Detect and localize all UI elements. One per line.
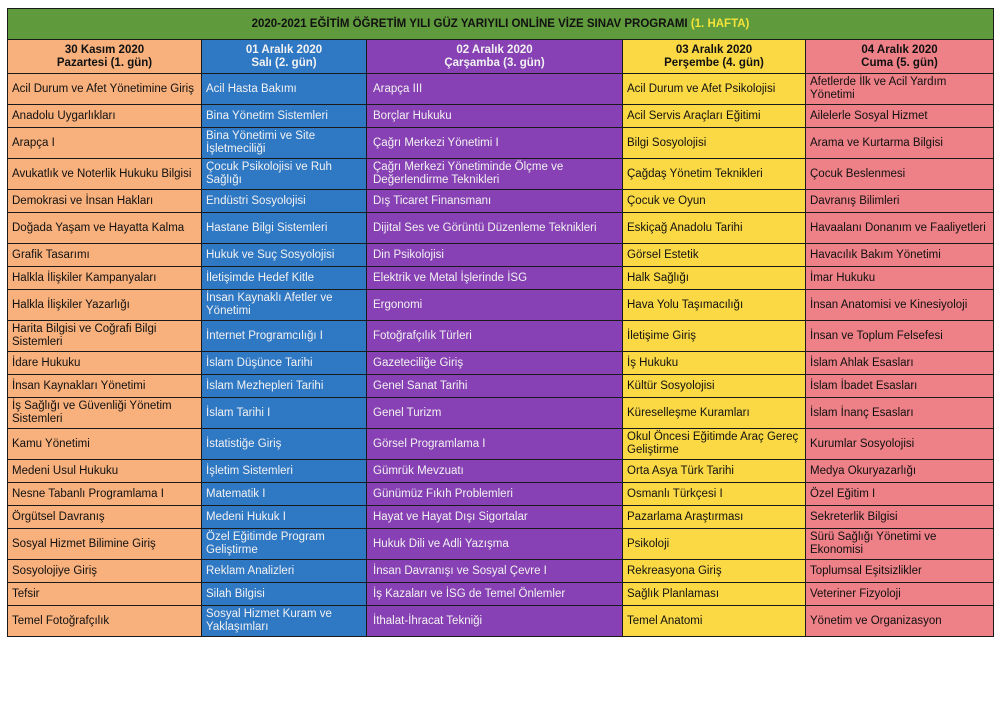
course-cell-wednesday: Elektrik ve Metal İşlerinde İSG [367, 267, 623, 290]
day-header-row [8, 40, 994, 74]
course-cell-monday: Acil Durum ve Afet Yönetimine Giriş [8, 74, 202, 105]
course-cell-thursday: Okul Öncesi Eğitimde Araç Gereç Geliştirme [623, 429, 806, 460]
day-label: Pazartesi (1. gün) [56, 56, 153, 69]
course-cell-tuesday: Bina Yönetim Sistemleri [202, 105, 367, 128]
course-cell-friday: Çocuk Beslenmesi [806, 159, 994, 190]
course-cell-tuesday: Çocuk Psikolojisi ve Ruh Sağlığı [202, 159, 367, 190]
table-row [8, 244, 994, 267]
course-cell-thursday: Halk Sağlığı [623, 267, 806, 290]
course-cell-thursday: Küreselleşme Kuramları [623, 398, 806, 429]
course-cell-friday: Havacılık Bakım Yönetimi [806, 244, 994, 267]
table-row [8, 583, 994, 606]
table-row [8, 159, 994, 190]
course-cell-monday: İnsan Kaynakları Yönetimi [8, 375, 202, 398]
course-cell-monday: Avukatlık ve Noterlik Hukuku Bilgisi [8, 159, 202, 190]
schedule-title [8, 9, 994, 40]
table-row [8, 321, 994, 352]
course-cell-tuesday: İnternet Programcılığı I [202, 321, 367, 352]
course-cell-monday: Arapça I [8, 128, 202, 159]
course-cell-monday: Sosyolojiye Giriş [8, 560, 202, 583]
course-cell-monday: Doğada Yaşam ve Hayatta Kalma [8, 213, 202, 244]
course-cell-monday: Grafik Tasarımı [8, 244, 202, 267]
course-cell-wednesday: İnsan Davranışı ve Sosyal Çevre I [367, 560, 623, 583]
course-cell-thursday: Psikoloji [623, 529, 806, 560]
course-cell-wednesday: Çağrı Merkezi Yönetimi I [367, 128, 623, 159]
course-cell-monday: Demokrasi ve İnsan Hakları [8, 190, 202, 213]
course-cell-wednesday: Hayat ve Hayat Dışı Sigortalar [367, 506, 623, 529]
course-cell-wednesday: İthalat-İhracat Tekniği [367, 606, 623, 637]
course-cell-thursday: Hava Yolu Taşımacılığı [623, 290, 806, 321]
course-cell-tuesday: Silah Bilgisi [202, 583, 367, 606]
course-cell-friday: Arama ve Kurtarma Bilgisi [806, 128, 994, 159]
day-header-monday [8, 40, 202, 74]
course-cell-wednesday: Gümrük Mevzuatı [367, 460, 623, 483]
course-cell-tuesday: Hastane Bilgi Sistemleri [202, 213, 367, 244]
course-cell-wednesday: Günümüz Fıkıh Problemleri [367, 483, 623, 506]
course-cell-monday: Anadolu Uygarlıkları [8, 105, 202, 128]
day-date: 03 Aralık 2020 [675, 43, 753, 56]
table-row [8, 529, 994, 560]
course-cell-monday: Sosyal Hizmet Bilimine Giriş [8, 529, 202, 560]
course-cell-thursday: Bilgi Sosyolojisi [623, 128, 806, 159]
course-rows [8, 74, 994, 637]
table-row [8, 483, 994, 506]
day-header-tuesday [202, 40, 367, 74]
course-cell-tuesday: İslam Düşünce Tarihi [202, 352, 367, 375]
exam-schedule [7, 8, 993, 637]
table-row [8, 606, 994, 637]
course-cell-wednesday: Dış Ticaret Finansmanı [367, 190, 623, 213]
course-cell-monday: Nesne Tabanlı Programlama I [8, 483, 202, 506]
course-cell-wednesday: Fotoğrafçılık Türleri [367, 321, 623, 352]
course-cell-tuesday: Reklam Analizleri [202, 560, 367, 583]
course-cell-thursday: Osmanlı Türkçesi I [623, 483, 806, 506]
course-cell-tuesday: Özel Eğitimde Program Geliştirme [202, 529, 367, 560]
day-date: 01 Aralık 2020 [245, 43, 323, 56]
course-cell-wednesday: Borçlar Hukuku [367, 105, 623, 128]
day-label: Cuma (5. gün) [861, 56, 938, 69]
course-cell-friday: Havaalanı Donanım ve Faaliyetleri [806, 213, 994, 244]
course-cell-wednesday: Gazeteciliğe Giriş [367, 352, 623, 375]
course-cell-thursday: Çağdaş Yönetim Teknikleri [623, 159, 806, 190]
course-cell-thursday: İletişime Giriş [623, 321, 806, 352]
day-header-wednesday [367, 40, 623, 74]
course-cell-wednesday: Dijital Ses ve Görüntü Düzenleme Teknikleri [367, 213, 623, 244]
course-cell-thursday: Pazarlama Araştırması [623, 506, 806, 529]
course-cell-friday: İmar Hukuku [806, 267, 994, 290]
course-cell-friday: Davranış Bilimleri [806, 190, 994, 213]
course-cell-thursday: Acil Servis Araçları Eğitimi [623, 105, 806, 128]
course-cell-friday: Toplumsal Eşitsizlikler [806, 560, 994, 583]
day-header-thursday [623, 40, 806, 74]
course-cell-tuesday: İletişimde Hedef Kitle [202, 267, 367, 290]
course-cell-friday: Kurumlar Sosyolojisi [806, 429, 994, 460]
course-cell-tuesday: Bina Yönetimi ve Site İşletmeciliği [202, 128, 367, 159]
course-cell-friday: İslam İnanç Esasları [806, 398, 994, 429]
course-cell-monday: Tefsir [8, 583, 202, 606]
course-cell-monday: Medeni Usul Hukuku [8, 460, 202, 483]
course-cell-wednesday: Genel Sanat Tarihi [367, 375, 623, 398]
course-cell-thursday: Acil Durum ve Afet Psikolojisi [623, 74, 806, 105]
title-main: 2020-2021 EĞİTİM ÖĞRETİM YILI GÜZ YARIYILI ONLİNE VİZE SINAV PROGRAMI [251, 17, 688, 30]
table-row [8, 74, 994, 105]
course-cell-wednesday: Arapça III [367, 74, 623, 105]
schedule-table [7, 8, 994, 637]
course-cell-friday: Yönetim ve Organizasyon [806, 606, 994, 637]
course-cell-monday: Kamu Yönetimi [8, 429, 202, 460]
course-cell-wednesday: Din Psikolojisi [367, 244, 623, 267]
course-cell-friday: İslam Ahlak Esasları [806, 352, 994, 375]
course-cell-friday: İnsan Anatomisi ve Kinesiyoloji [806, 290, 994, 321]
table-row [8, 352, 994, 375]
day-label: Perşembe (4. gün) [664, 56, 764, 69]
course-cell-wednesday: Hukuk Dili ve Adli Yazışma [367, 529, 623, 560]
course-cell-tuesday: Matematik I [202, 483, 367, 506]
table-row [8, 190, 994, 213]
course-cell-monday: Harita Bilgisi ve Coğrafi Bilgi Sistemleri [8, 321, 202, 352]
course-cell-monday: Halkla İlişkiler Kampanyaları [8, 267, 202, 290]
table-row [8, 429, 994, 460]
course-cell-friday: Veteriner Fizyoloji [806, 583, 994, 606]
course-cell-thursday: Kültür Sosyolojisi [623, 375, 806, 398]
course-cell-monday: Temel Fotoğrafçılık [8, 606, 202, 637]
course-cell-tuesday: Acil Hasta Bakımı [202, 74, 367, 105]
day-header-friday [806, 40, 994, 74]
course-cell-thursday: Temel Anatomi [623, 606, 806, 637]
course-cell-tuesday: İslam Tarihi I [202, 398, 367, 429]
day-date: 02 Aralık 2020 [456, 43, 533, 56]
course-cell-tuesday: İşletim Sistemleri [202, 460, 367, 483]
course-cell-monday: İdare Hukuku [8, 352, 202, 375]
course-cell-wednesday: Ergonomi [367, 290, 623, 321]
table-row [8, 105, 994, 128]
table-row [8, 128, 994, 159]
course-cell-tuesday: İnsan Kaynaklı Afetler ve Yönetimi [202, 290, 367, 321]
course-cell-friday: Medya Okuryazarlığı [806, 460, 994, 483]
course-cell-thursday: Eskiçağ Anadolu Tarihi [623, 213, 806, 244]
table-row [8, 506, 994, 529]
course-cell-wednesday: Çağrı Merkezi Yönetiminde Ölçme ve Değerlendirme Teknikleri [367, 159, 623, 190]
day-date: 30 Kasım 2020 [64, 43, 145, 56]
course-cell-monday: Örgütsel Davranış [8, 506, 202, 529]
course-cell-friday: İnsan ve Toplum Felsefesi [806, 321, 994, 352]
course-cell-thursday: Orta Asya Türk Tarihi [623, 460, 806, 483]
course-cell-monday: Halkla İlişkiler Yazarlığı [8, 290, 202, 321]
course-cell-friday: Sürü Sağlığı Yönetimi ve Ekonomisi [806, 529, 994, 560]
title-week: (1. HAFTA) [690, 17, 750, 30]
course-cell-friday: Ailelerle Sosyal Hizmet [806, 105, 994, 128]
table-row [8, 213, 994, 244]
course-cell-tuesday: İslam Mezhepleri Tarihi [202, 375, 367, 398]
course-cell-tuesday: Hukuk ve Suç Sosyolojisi [202, 244, 367, 267]
table-row [8, 460, 994, 483]
table-row [8, 290, 994, 321]
course-cell-thursday: Rekreasyona Giriş [623, 560, 806, 583]
course-cell-tuesday: Medeni Hukuk I [202, 506, 367, 529]
course-cell-thursday: Sağlık Planlaması [623, 583, 806, 606]
day-date: 04 Aralık 2020 [861, 43, 938, 56]
course-cell-friday: Özel Eğitim I [806, 483, 994, 506]
course-cell-thursday: Çocuk ve Oyun [623, 190, 806, 213]
course-cell-friday: Afetlerde İlk ve Acil Yardım Yönetimi [806, 74, 994, 105]
course-cell-wednesday: Görsel Programlama I [367, 429, 623, 460]
course-cell-wednesday: Genel Turizm [367, 398, 623, 429]
course-cell-tuesday: Endüstri Sosyolojisi [202, 190, 367, 213]
table-row [8, 398, 994, 429]
table-row [8, 560, 994, 583]
table-row [8, 375, 994, 398]
course-cell-friday: Sekreterlik Bilgisi [806, 506, 994, 529]
course-cell-tuesday: İstatistiğe Giriş [202, 429, 367, 460]
course-cell-thursday: Görsel Estetik [623, 244, 806, 267]
day-label: Salı (2. gün) [251, 56, 317, 69]
course-cell-thursday: İş Hukuku [623, 352, 806, 375]
course-cell-monday: İş Sağlığı ve Güvenliği Yönetim Sistemleri [8, 398, 202, 429]
course-cell-tuesday: Sosyal Hizmet Kuram ve Yaklaşımları [202, 606, 367, 637]
course-cell-friday: İslam İbadet Esasları [806, 375, 994, 398]
course-cell-wednesday: İş Kazaları ve İSG de Temel Önlemler [367, 583, 623, 606]
day-label: Çarşamba (3. gün) [444, 56, 545, 69]
table-row [8, 267, 994, 290]
